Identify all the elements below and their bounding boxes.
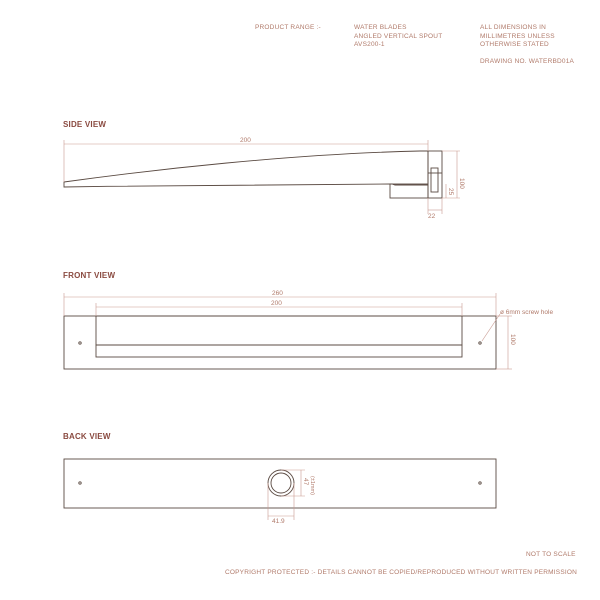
back-dim-pipe-height-label: 47 bbox=[302, 478, 309, 486]
back-screw-hole-left bbox=[79, 482, 81, 484]
front-view-title: FRONT VIEW bbox=[63, 271, 116, 280]
front-blade-lip bbox=[96, 345, 462, 357]
side-mount-plate bbox=[428, 151, 442, 198]
side-spout-block bbox=[390, 184, 428, 198]
front-screw-hole-left bbox=[79, 342, 81, 344]
front-screw-leader bbox=[482, 314, 500, 341]
side-dim-height-label: 100 bbox=[458, 178, 465, 189]
front-plate-outline bbox=[64, 316, 496, 369]
product-line-1: WATER BLADES bbox=[354, 24, 407, 31]
front-dim-overall-label: 260 bbox=[272, 290, 283, 297]
back-dim-pipe-width-label: 41.9 bbox=[272, 518, 285, 525]
back-view-title: BACK VIEW bbox=[63, 432, 111, 441]
back-pipe-outer bbox=[268, 470, 294, 496]
product-line-3: AVS200-1 bbox=[354, 41, 385, 48]
front-dim-blade-label: 200 bbox=[271, 300, 282, 307]
back-screw-hole-right bbox=[479, 482, 481, 484]
scale-note: NOT TO SCALE bbox=[526, 551, 576, 558]
front-dim-height-label: 100 bbox=[509, 334, 516, 345]
note-line-3: OTHERWISE STATED bbox=[480, 41, 549, 48]
back-plate-outline bbox=[64, 459, 496, 508]
front-blade-top bbox=[96, 316, 462, 345]
note-line-1: ALL DIMENSIONS IN bbox=[480, 24, 547, 31]
side-view-drawing bbox=[64, 137, 465, 220]
side-dim-bottom-label: 22 bbox=[428, 213, 436, 220]
front-view-drawing bbox=[64, 290, 553, 369]
product-line-2: ANGLED VERTICAL SPOUT bbox=[354, 32, 443, 40]
note-line-2: MILLIMETRES UNLESS bbox=[480, 32, 555, 40]
front-screw-hole-right bbox=[479, 342, 481, 344]
back-view-drawing bbox=[64, 459, 496, 525]
back-dim-pipe-note: (±1mm) bbox=[309, 476, 315, 495]
side-dim-spout-label: 25 bbox=[447, 188, 454, 196]
product-range-label: PRODUCT RANGE :- bbox=[255, 24, 321, 31]
back-pipe-inner bbox=[271, 473, 291, 493]
side-view-title: SIDE VIEW bbox=[63, 120, 107, 129]
drawing-number: DRAWING NO. WATERBD01A bbox=[480, 58, 575, 65]
side-mount-inner bbox=[431, 168, 438, 192]
copyright-note: COPYRIGHT PROTECTED :- DETAILS CANNOT BE COPIED/REPRODUCED WITHOUT WRITTEN PERMISSION bbox=[225, 569, 578, 576]
side-blade-outline bbox=[64, 151, 428, 187]
side-dim-length-label: 200 bbox=[240, 137, 251, 144]
front-screw-note: ø 6mm screw hole bbox=[500, 309, 554, 316]
